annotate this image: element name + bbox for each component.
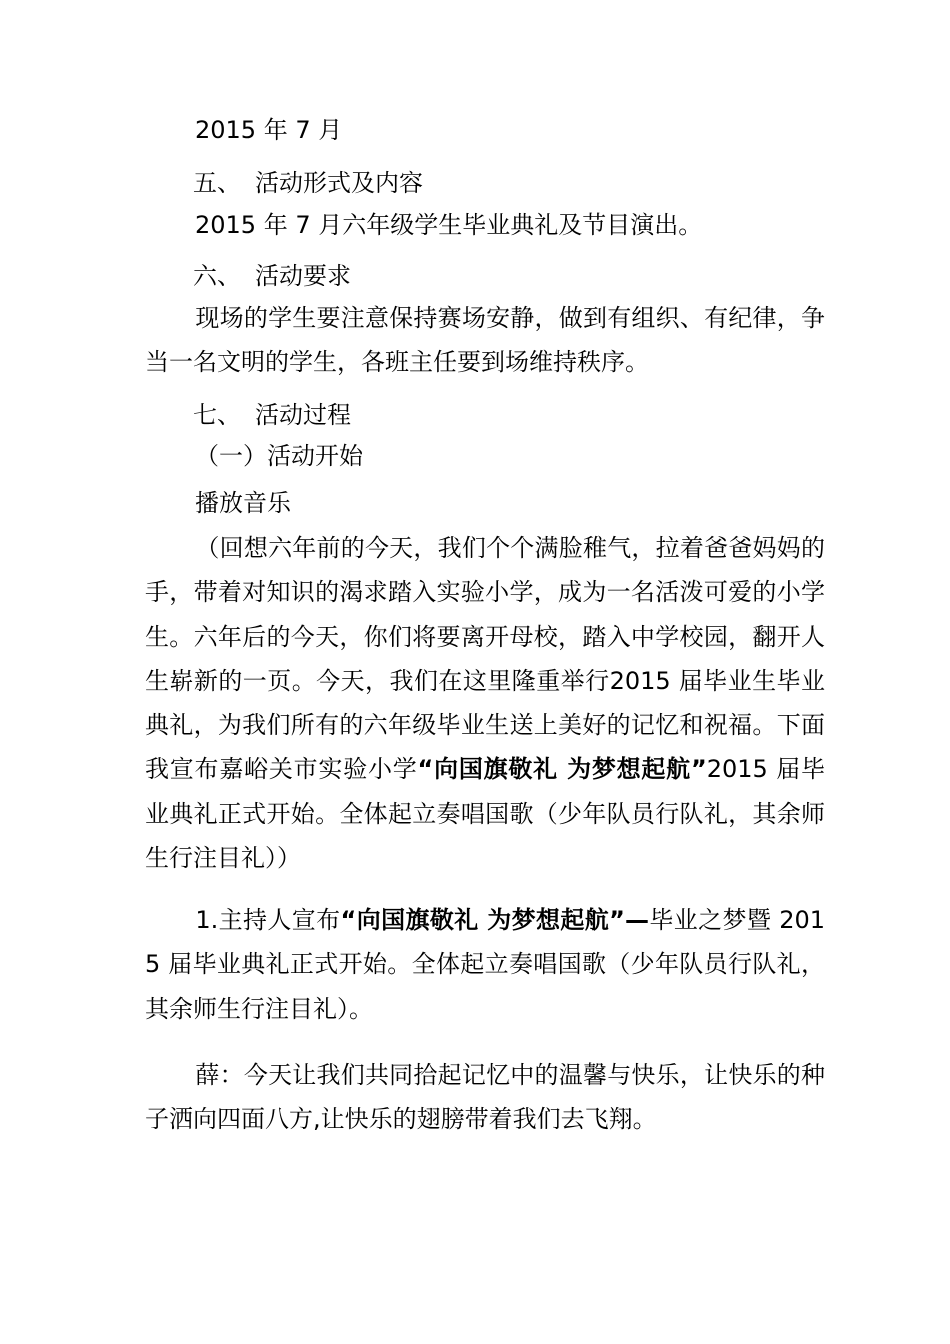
section-5-body: 2015 年 7 月六年级学生毕业典礼及节目演出。 (195, 211, 703, 239)
section-5-marker: 五、 (193, 169, 241, 197)
item-1-slogan: “向国旗敬礼 为梦想起航”— (340, 906, 649, 934)
section-6-body: 现场的学生要注意保持赛场安静，做到有组织、有纪律，争当一名文明的学生，各班主任要到场维持秩序。 (145, 304, 825, 377)
section-7-title: 活动过程 (255, 401, 351, 429)
section-7-marker: 七、 (193, 401, 241, 429)
section-5-heading (193, 168, 873, 198)
item-1-part-b: 毕业之梦暨 2015 届毕业典礼正式开始。全体起立奏唱国歌（少年队员行队礼，其余师生行注目礼）。 (145, 906, 826, 1023)
narration-part-a: （回想六年前的今天，我们个个满脸稚气，拉着爸爸妈妈的手，带着对知识的渴求踏入实验小学，成为一名活泼可爱的小学生。六年后的今天，你们将要离开母校，踏入中学校园，翻开人生崭新的一页。今天，我们在这里隆重举行2015 届毕业生毕业典礼，为我们所有的六年级毕业生送上美好的记忆和祝福。下面我宣布嘉峪关市实验小学 (145, 534, 825, 784)
section-7-heading (193, 400, 873, 430)
section-5-title: 活动形式及内容 (255, 169, 423, 197)
narration-slogan: “向国旗敬礼 为梦想起航” (417, 755, 707, 784)
item-1-paragraph (145, 898, 825, 1031)
music-line: 播放音乐 (195, 489, 291, 517)
opening-narration (145, 526, 825, 880)
date-line: 2015 年 7 月 (195, 116, 343, 144)
sub-heading-start: （一）活动开始 (195, 442, 363, 470)
narration-part-b: 2015 届毕业典礼正式开始。全体起立奏唱国歌（少年队员行队礼，其余师生行注目礼）） (145, 755, 825, 873)
section-6-marker: 六、 (193, 262, 241, 290)
section-6-heading (193, 261, 873, 291)
section-6-title: 活动要求 (255, 262, 351, 290)
item-1-part-a: 1.主持人宣布 (195, 906, 341, 934)
xue-paragraph: 薛：今天让我们共同拾起记忆中的温馨与快乐，让快乐的种子洒向四面八方,让快乐的翅膀带着我们去飞翔。 (145, 1061, 825, 1134)
